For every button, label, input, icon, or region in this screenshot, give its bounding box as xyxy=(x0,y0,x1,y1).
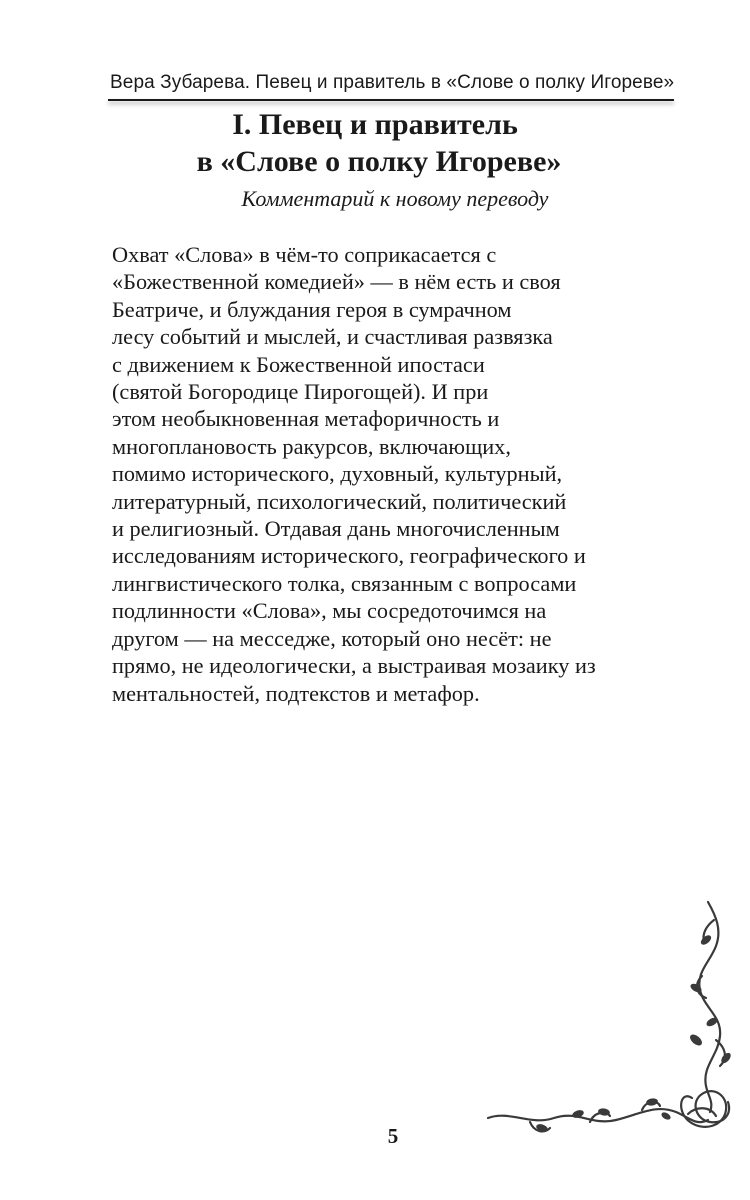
body-line: другом — на месседже, который оно несёт: не xyxy=(112,625,552,651)
body-line: литературный, психологический, политический xyxy=(112,488,567,514)
corner-vine-ornament-icon xyxy=(470,890,750,1150)
body-line: Беатриче, и блуждания героя в сумрачном xyxy=(112,296,512,322)
chapter-subtitle: Комментарий к новому переводу xyxy=(241,186,549,211)
body-line: лингвистического толка, связанным с вопросами xyxy=(112,570,577,596)
chapter-title-line-1: I. Певец и правитель xyxy=(232,108,518,141)
body-line: «Божественной комедией» — в нём есть и своя xyxy=(112,269,561,295)
body-line: помимо исторического, духовный, культурный, xyxy=(112,461,563,487)
body-line: подлинности «Слова», мы сосредоточимся на xyxy=(112,598,547,624)
body-line: с движением к Божественной ипостаси xyxy=(112,351,485,377)
body-line: исследованиям исторического, географического и xyxy=(112,543,586,569)
body-paragraph xyxy=(112,241,682,707)
body-line: ментальностей, подтекстов и метафор. xyxy=(112,680,480,706)
body-line: этом необыкновенная метафоричность и xyxy=(112,406,500,432)
page-number: 5 xyxy=(387,1124,399,1148)
body-line: многоплановость ракурсов, включающих, xyxy=(112,433,511,459)
body-line: прямо, не идеологически, а выстраивая мозаику из xyxy=(112,653,596,679)
chapter-title-line-2: в «Слове о полку Игореве» xyxy=(196,145,562,178)
body-line: Охват «Слова» в чём-то соприкасается с xyxy=(112,242,497,267)
running-header: Вера Зубарева. Певец и правитель в «Слове о полку Игореве» xyxy=(110,72,675,93)
body-line: лесу событий и мыслей, и счастливая развязка xyxy=(112,324,553,350)
body-line: и религиозный. Отдавая дань многочисленным xyxy=(112,516,560,542)
body-line: (святой Богородице Пирогощей). И при xyxy=(112,379,489,405)
header-rule xyxy=(108,99,674,101)
